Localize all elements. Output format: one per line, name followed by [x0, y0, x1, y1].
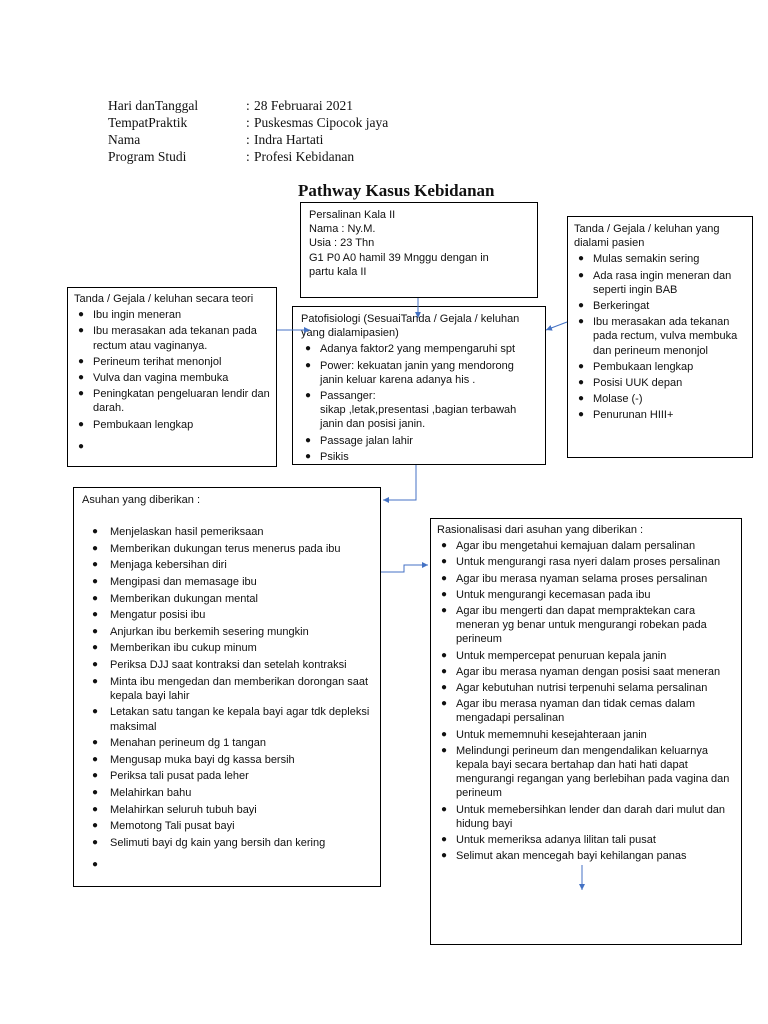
care-item: [82, 658, 372, 672]
care-item-text: Periksa tali pusat pada leher: [110, 770, 249, 783]
patient-item-text: Berkeringat: [593, 300, 650, 313]
bullet-icon: ●: [441, 665, 448, 677]
bullet-icon: ●: [78, 418, 85, 430]
theory-item-text: Ibu merasakan ada tekanan pada rectum atau vaginanya.: [93, 325, 257, 352]
care-item-text: Selimuti bayi dg kain yang bersih dan kering: [110, 836, 326, 849]
header-value: Profesi Kebidanan: [254, 149, 355, 164]
patient-item: [574, 376, 746, 390]
arrow-patient-to-pato: [546, 322, 567, 330]
patient-item: [574, 269, 746, 297]
bullet-icon: ●: [578, 393, 585, 405]
care-item-list: [82, 525, 372, 870]
pato-item: [301, 434, 537, 448]
header-info: [108, 97, 388, 165]
bullet-icon: ●: [78, 372, 85, 384]
theory-item-text: Pembukaan lengkap: [93, 418, 194, 431]
bullet-icon: ●: [441, 588, 448, 600]
bullet-icon: ●: [305, 343, 312, 355]
bullet-icon: ●: [578, 409, 585, 421]
care-item: [82, 819, 372, 833]
bullet-icon: ●: [305, 359, 312, 371]
patient-item-text: Mulas semakin sering: [593, 253, 700, 266]
bullet-icon: ●: [92, 770, 99, 782]
rationale-item-text: Agar ibu merasa nyaman selama proses persalinan: [456, 572, 708, 585]
care-item: [82, 525, 372, 539]
bullet-icon: ●: [92, 526, 99, 538]
bullet-icon: ●: [92, 706, 99, 718]
rationale-item-text: Untuk mempercepat penuruan kepala janin: [456, 649, 667, 662]
bullet-icon: ●: [441, 803, 448, 815]
header-separator: :: [246, 149, 250, 164]
bullet-icon: ●: [441, 605, 448, 617]
bullet-icon: ●: [441, 649, 448, 661]
pato-item-subtext: sikap ,letak,presentasi ,bagian terbawah janin dan posisi janin.: [320, 404, 517, 431]
bullet-icon: ●: [305, 450, 312, 462]
bullet-icon: ●: [78, 325, 85, 337]
header-value: Puskesmas Cipocok jaya: [254, 115, 389, 130]
care-item: [82, 675, 372, 703]
rationale-box: [430, 518, 742, 945]
care-item-text: Anjurkan ibu berkemih sesering mungkin: [110, 625, 309, 638]
pato-item-list: [301, 342, 537, 464]
bullet-icon: ●: [92, 642, 99, 654]
page-title: Pathway Kasus Kebidanan: [298, 181, 495, 200]
patient-item-text: Penurunan HIII+: [593, 409, 674, 422]
care-item: [82, 803, 372, 817]
bullet-icon: ●: [92, 658, 99, 670]
case-line: Usia : 23 Thn: [309, 237, 375, 250]
rationale-item: [437, 604, 735, 647]
patient-item-text: Pembukaan lengkap: [593, 360, 694, 373]
patient-item: [574, 392, 746, 406]
rationale-item: [437, 572, 735, 586]
rationale-item-text: Untuk mengurangi rasa nyeri dalam proses persalinan: [456, 556, 721, 569]
rationale-item-text: Agar ibu merasa nyaman dan tidak cemas dalam mengadapi persalinan: [456, 698, 696, 725]
header-label: TempatPraktik: [108, 115, 188, 130]
bullet-icon: ●: [441, 834, 448, 846]
bullet-icon: ●: [578, 360, 585, 372]
care-item-text: Periksa DJJ saat kontraksi dan setelah kontraksi: [110, 658, 347, 671]
care-given-box: [73, 487, 381, 887]
bullet-icon: ●: [92, 836, 99, 848]
rationale-item-text: Melindungi perineum dan mengendalikan keluarnya kepala bayi secara bertahap dan hati hati dapat mengurangi regangan yang berlebihan pada vagina dan perineum: [456, 744, 730, 800]
header-row: [108, 97, 388, 114]
care-item-text: Minta ibu mengedan dan memberikan dorongan saat kepala bayi lahir: [110, 675, 369, 702]
pato-item-text: Passage jalan lahir: [320, 434, 413, 447]
patient-item: [574, 299, 746, 313]
theory-box-heading: Tanda / Gejala / keluhan secara teori: [74, 293, 254, 305]
care-item: [82, 558, 372, 572]
patient-signs-box: [567, 216, 753, 458]
bullet-icon: ●: [92, 737, 99, 749]
bullet-icon: ●: [441, 850, 448, 862]
bullet-icon: ●: [92, 592, 99, 604]
rationale-item-text: Untuk mengurangi kecemasan pada ibu: [456, 588, 651, 601]
rationale-item-text: Untuk memebersihkan lender dan darah dari mulut dan hidung bayi: [456, 803, 726, 830]
bullet-icon: ●: [92, 559, 99, 571]
header-row: [108, 148, 388, 165]
patient-box-heading: Tanda / Gejala / keluhan yang dialami pasien: [574, 223, 720, 250]
rationale-item-text: Agar ibu mengerti dan dapat mempraktekan cara meneran yg benar untuk mengurangi robekan pada perineum: [456, 605, 707, 646]
header-separator: :: [246, 115, 250, 130]
patient-item-text: Ibu merasakan ada tekanan pada rectum, vulva membuka dan perineum menonjol: [593, 316, 738, 357]
care-item: [82, 625, 372, 639]
care-item-text: Melahirkan bahu: [110, 786, 192, 799]
care-item: [82, 575, 372, 589]
care-box-heading: Asuhan yang diberikan :: [82, 494, 201, 506]
header-row: [108, 114, 388, 131]
header-separator: :: [246, 98, 250, 113]
pato-item: [301, 450, 537, 464]
header-label: Hari danTanggal: [108, 98, 199, 113]
bullet-icon: ●: [92, 575, 99, 587]
care-item-text: Menjelaskan hasil pemeriksaan: [110, 526, 264, 539]
care-item-text: Memberikan dukungan terus menerus pada ibu: [110, 542, 341, 555]
bullet-icon: ●: [78, 309, 85, 321]
rationale-item: [437, 555, 735, 569]
rationale-item: [437, 681, 735, 695]
care-item-text: Mengatur posisi ibu: [110, 609, 206, 622]
header-label: Nama: [108, 132, 141, 147]
care-item: [82, 705, 372, 733]
bullet-icon: ●: [92, 858, 99, 870]
bullet-icon: ●: [92, 625, 99, 637]
header-row: [108, 131, 388, 148]
rationale-item-text: Untuk mememnuhi kesejahteraan janin: [456, 728, 647, 741]
rationale-item: [437, 665, 735, 679]
rationale-item: [437, 697, 735, 725]
patient-item: [574, 408, 746, 422]
case-line: partu kala II: [309, 265, 367, 278]
care-item: [82, 769, 372, 783]
bullet-icon: ●: [92, 803, 99, 815]
rationale-item-text: Agar kebutuhan nutrisi terpenuhi selama persalinan: [456, 682, 708, 695]
bullet-icon: ●: [441, 572, 448, 584]
theory-item-text: Ibu ingin meneran: [93, 309, 182, 322]
care-item: [82, 592, 372, 606]
case-line: G1 P0 A0 hamil 39 Mnggu dengan in: [309, 251, 489, 264]
patient-item: [574, 315, 746, 358]
pato-item: [301, 389, 537, 432]
case-line: Persalinan Kala II: [309, 209, 396, 221]
care-item-text: Memberikan dukungan mental: [110, 592, 258, 605]
header-label: Program Studi: [108, 149, 187, 164]
bullet-icon: ●: [78, 440, 85, 452]
theory-item: [74, 324, 270, 352]
arrow-pato-to-care: [383, 465, 416, 500]
care-item: [82, 641, 372, 655]
patient-item-list: [574, 252, 746, 422]
rationale-item: [437, 649, 735, 663]
care-item: [82, 608, 372, 622]
patient-item: [574, 252, 746, 266]
care-item-text: Memberikan ibu cukup minum: [110, 642, 257, 655]
pato-item-text: Passanger:: [320, 390, 376, 403]
patient-item-text: Posisi UUK depan: [593, 377, 683, 390]
pato-box-heading: Patofisiologi (SesuaiTanda / Gejala / keluhan yang dialamipasien): [301, 313, 520, 340]
bullet-icon: ●: [441, 556, 448, 568]
bullet-icon: ●: [305, 390, 312, 402]
care-item: [82, 786, 372, 800]
rationale-item: [437, 849, 735, 863]
case-line: Nama : Ny.M.: [309, 223, 376, 236]
patient-item: [574, 360, 746, 374]
bullet-icon: ●: [578, 377, 585, 389]
bullet-icon: ●: [441, 744, 448, 756]
theory-item-text: Peningkatan pengeluaran lendir dan darah.: [93, 388, 270, 415]
pato-item-text: Adanya faktor2 yang mempengaruhi spt: [320, 343, 516, 356]
theory-item: [74, 387, 270, 415]
pato-item-text: Power: kekuatan janin yang mendorong janin keluar karena adanya his .: [320, 359, 514, 386]
bullet-icon: ●: [92, 820, 99, 832]
care-item-text: Menjaga kebersihan diri: [110, 559, 227, 572]
rationale-item: [437, 833, 735, 847]
care-item: [82, 836, 372, 850]
care-item-text: Mengipasi dan memasage ibu: [110, 575, 257, 588]
theory-item: [74, 371, 270, 385]
rationale-item-text: Agar ibu merasa nyaman dengan posisi saat meneran: [456, 665, 721, 678]
theory-item-text: Vulva dan vagina membuka: [93, 372, 229, 385]
arrow-care-to-rationale: [381, 565, 428, 572]
bullet-icon: ●: [92, 675, 99, 687]
bullet-icon: ●: [578, 253, 585, 265]
case-box: [300, 202, 538, 298]
care-item: [82, 542, 372, 556]
bullet-icon: ●: [92, 753, 99, 765]
header-value: Indra Hartati: [254, 132, 324, 147]
patient-item-text: Ada rasa ingin meneran dan seperti ingin BAB: [593, 269, 732, 296]
rationale-item: [437, 728, 735, 742]
theory-item-text: Perineum terihat menonjol: [93, 355, 222, 368]
bullet-icon: ●: [92, 609, 99, 621]
bullet-icon: ●: [78, 355, 85, 367]
theory-item: [74, 308, 270, 322]
care-item-text: Letakan satu tangan ke kepala bayi agar tdk depleksi maksimal: [110, 706, 370, 733]
rationale-item: [437, 539, 735, 553]
care-item: [82, 753, 372, 767]
bullet-icon: ●: [578, 269, 585, 281]
bullet-icon: ●: [441, 698, 448, 710]
rationale-item-text: Agar ibu mengetahui kemajuan dalam persalinan: [456, 540, 696, 553]
care-item-text: Menahan perineum dg 1 tangan: [110, 737, 266, 750]
bullet-icon: ●: [441, 682, 448, 694]
theory-item: [74, 418, 270, 432]
rationale-item-text: Selimut akan mencegah bayi kehilangan panas: [456, 850, 687, 863]
care-item-text: Memotong Tali pusat bayi: [110, 820, 235, 833]
theory-item: [74, 355, 270, 369]
bullet-icon: ●: [305, 434, 312, 446]
bullet-icon: ●: [92, 786, 99, 798]
rationale-item-list: [437, 539, 735, 863]
bullet-icon: ●: [578, 316, 585, 328]
care-item-text: Melahirkan seluruh tubuh bayi: [110, 803, 257, 816]
care-item-text: Mengusap muka bayi dg kassa bersih: [110, 753, 295, 766]
header-value: 28 Februarai 2021: [254, 98, 353, 113]
bullet-icon: ●: [78, 388, 85, 400]
bullet-icon: ●: [441, 540, 448, 552]
patient-item-text: Molase (-): [593, 393, 643, 406]
pato-item: [301, 359, 537, 387]
theory-item-list: [74, 308, 270, 452]
pato-item: [301, 342, 537, 356]
bullet-icon: ●: [441, 728, 448, 740]
theory-signs-box: [67, 287, 277, 467]
rationale-item: [437, 744, 735, 801]
rationale-item: [437, 588, 735, 602]
care-item: [82, 736, 372, 750]
bullet-icon: ●: [578, 300, 585, 312]
rationale-box-heading: Rasionalisasi dari asuhan yang diberikan :: [437, 524, 644, 536]
header-separator: :: [246, 132, 250, 147]
pato-item-text: Psikis: [320, 450, 349, 463]
bullet-icon: ●: [92, 542, 99, 554]
pathophysiology-box: [292, 306, 546, 465]
rationale-item-text: Untuk memeriksa adanya lilitan tali pusat: [456, 834, 656, 847]
rationale-item: [437, 803, 735, 831]
